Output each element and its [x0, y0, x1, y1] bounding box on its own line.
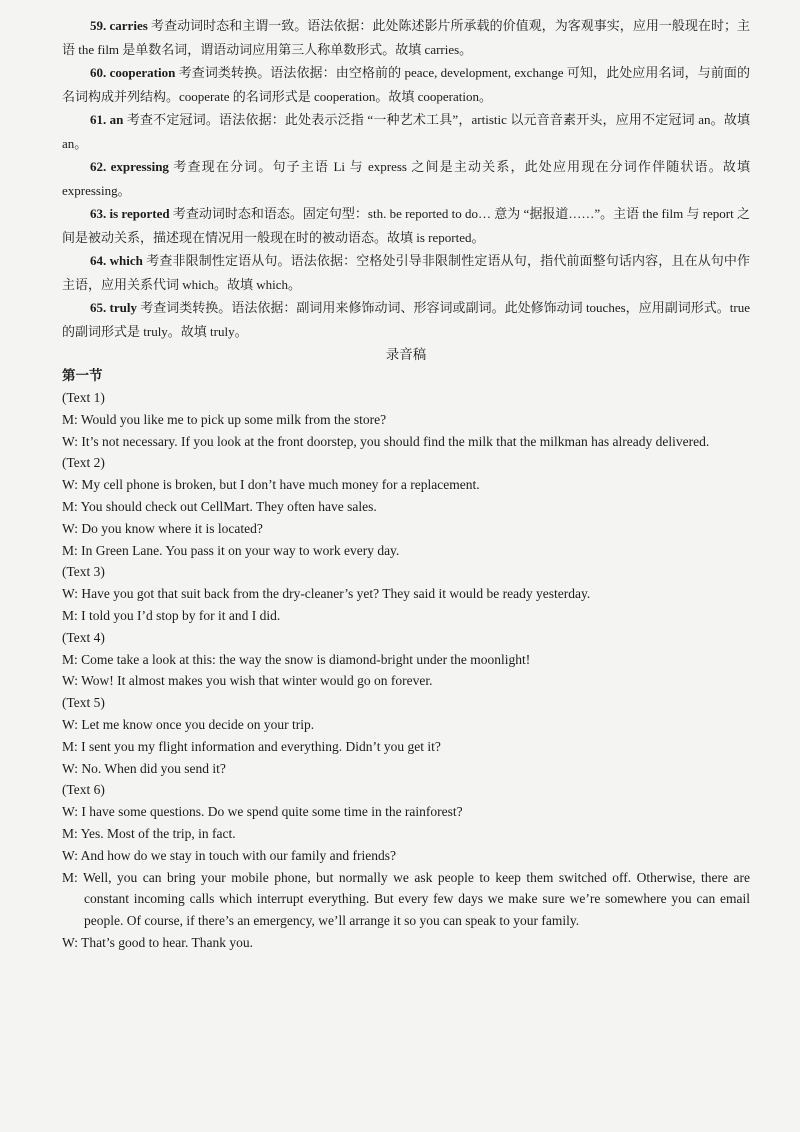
answer-number: 59. carries — [90, 18, 148, 33]
dialogue-line: M: Yes. Most of the trip, in fact. — [62, 825, 236, 841]
dialogue-line: M: You should check out CellMart. They often have sales. — [62, 498, 377, 514]
answer-number: 60. cooperation — [90, 65, 176, 80]
transcript-title: 录音稿 — [385, 347, 427, 362]
answer-item — [62, 296, 750, 343]
answer-item — [62, 249, 750, 296]
answer-explanation: 考查词类转换。语法依据：副词用来修饰动词、形容词或副词。此处修饰动词 touches，应用副词形式。true 的副词形式是 truly。故填 truly。 — [62, 300, 750, 339]
dialogue-line: M: Would you like me to pick up some milk from the store? — [62, 411, 387, 427]
answer-explanation: 考查动词时态和语态。固定句型：sth. be reported to do… 意为 “据报道……”。主语 the film 与 report 之间是被动关系，描述现在情况用一般现在时的被动语态。故填 is reported。 — [62, 206, 750, 245]
dialogue-line: W: It’s not necessary. If you look at the front doorstep, you should find the milk that the milkman has already delivered. — [62, 433, 710, 449]
answer-item — [62, 202, 750, 249]
dialogue-line: W: Do you know where it is located? — [62, 520, 263, 536]
text-label: (Text 5) — [62, 695, 105, 711]
answer-explanation: 考查不定冠词。语法依据：此处表示泛指 “一种艺术工具”，artistic 以元音音素开头，应用不定冠词 an。故填 an。 — [62, 112, 750, 151]
dialogue-line: W: Wow! It almost makes you wish that winter would go on forever. — [62, 673, 433, 689]
section-heading: 第一节 — [62, 368, 103, 383]
dialogue-line: M: I sent you my flight information and everything. Didn’t you get it? — [62, 738, 441, 754]
dialogue-line: M: Well, you can bring your mobile phone, but normally we ask people to keep them switched off. Otherwise, there are constant incoming calls which interrupt everything. But every few days we make sure we’re somewhere you can email people. Of course, if there’s an emergency, we’ll arrange it so you can speak to your family. — [62, 869, 750, 929]
dialogue-line: W: No. When did you send it? — [62, 760, 226, 776]
answer-explanation: 考查非限制性定语从句。语法依据：空格处引导非限制性定语从句，指代前面整句话内容，且在从句中作主语，应用关系代词 which。故填 which。 — [62, 253, 750, 292]
text-label: (Text 1) — [62, 390, 105, 405]
answer-explanation: 考查现在分词。句子主语 Li 与 express 之间是主动关系，此处应用现在分词作伴随状语。故填 expressing。 — [62, 159, 751, 198]
answer-number: 62. expressing — [90, 159, 169, 174]
answer-number: 65. truly — [90, 300, 137, 315]
transcript-body — [62, 387, 750, 954]
answer-explanations — [62, 14, 750, 343]
dialogue-line: W: My cell phone is broken, but I don’t have much money for a replacement. — [62, 477, 480, 493]
answer-explanation: 考查词类转换。语法依据：由空格前的 peace, development, exchange 可知，此处应用名词，与前面的名词构成并列结构。cooperate 的名词形式是 cooperation。故填 cooperation。 — [62, 65, 750, 104]
answer-number: 61. an — [90, 112, 124, 127]
answer-item — [62, 155, 750, 202]
dialogue-line: M: In Green Lane. You pass it on your way to work every day. — [62, 542, 400, 558]
dialogue-line: W: That’s good to hear. Thank you. — [62, 934, 253, 950]
answer-number: 63. is reported — [90, 206, 170, 221]
text-label: (Text 6) — [62, 782, 105, 798]
answer-explanation: 考查动词时态和主谓一致。语法依据：此处陈述影片所承载的价值观，为客观事实，应用一般现在时；主语 the film 是单数名词，谓语动词应用第三人称单数形式。故填 carries。 — [62, 18, 750, 57]
text-label: (Text 4) — [62, 629, 105, 645]
answer-key-page — [62, 14, 750, 954]
dialogue-line: W: I have some questions. Do we spend quite some time in the rainforest? — [62, 804, 463, 820]
dialogue-line: M: I told you I’d stop by for it and I did. — [62, 607, 281, 623]
answer-item — [62, 14, 750, 61]
dialogue-line: W: Have you got that suit back from the dry-cleaner’s yet? They said it would be ready yesterday. — [62, 586, 591, 602]
text-label: (Text 2) — [62, 455, 105, 471]
text-label: (Text 3) — [62, 564, 105, 580]
dialogue-line: W: Let me know once you decide on your trip. — [62, 716, 315, 732]
dialogue-line: M: Come take a look at this: the way the snow is diamond-bright under the moonlight! — [62, 651, 531, 667]
answer-item — [62, 61, 750, 108]
dialogue-line: W: And how do we stay in touch with our family and friends? — [62, 847, 396, 863]
answer-number: 64. which — [90, 253, 143, 268]
answer-item — [62, 108, 750, 155]
